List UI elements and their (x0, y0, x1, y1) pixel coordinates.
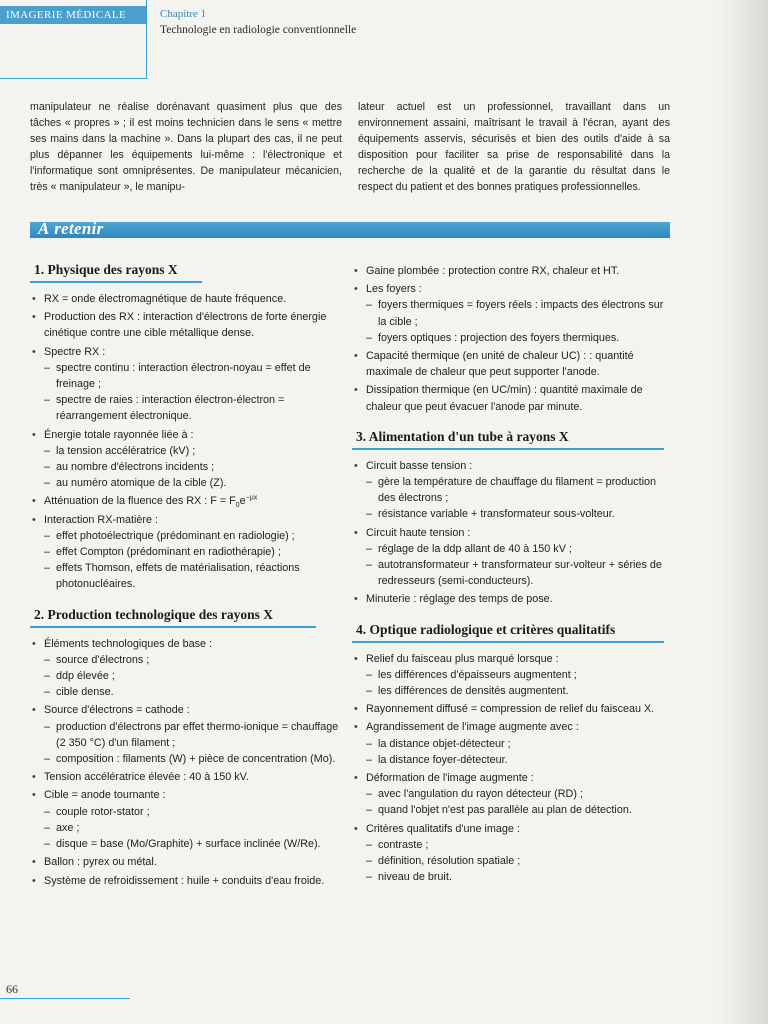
sub-list-item: – au numéro atomique de la cible (Z). (44, 475, 342, 491)
section2-list-continued (352, 263, 664, 415)
sub-list (366, 736, 664, 768)
sub-list-item: – résistance variable + transformateur sous-volteur. (366, 506, 664, 522)
sub-list (44, 652, 342, 701)
sub-list-item: – ddp élevée ; (44, 668, 342, 684)
sub-list-item: – source d'électrons ; (44, 652, 342, 668)
sub-list (44, 360, 342, 425)
formula-exp-base: e (239, 495, 246, 508)
list-item-label: Relief du faisceau plus marqué lorsque : (366, 652, 559, 665)
sub-list-item: – réglage de la ddp allant de 40 à 150 kV ; (366, 541, 664, 557)
left-column (30, 262, 342, 891)
formula-text: Atténuation de la fluence des RX : F = F (44, 495, 236, 508)
list-item-label: Source d'électrons = cathode : (44, 704, 190, 717)
list-item: • Gaine plombée : protection contre RX, chaleur et HT. (352, 263, 664, 279)
sub-list (366, 474, 664, 523)
sub-list-item: – couple rotor-stator ; (44, 804, 342, 820)
book-title-tag: IMAGERIE MÉDICALE (0, 6, 146, 24)
section3-list (352, 458, 664, 608)
list-item (352, 719, 664, 768)
sub-list-item: – les différences de densités augmentent. (366, 683, 664, 699)
list-item-label: Éléments technologiques de base : (44, 637, 213, 650)
intro-paragraph-right: lateur actuel est un professionnel, travaillant dans un environnement assaini, maîtrisant le travail à l'écran, ayant des équipements asservis, sécurisés et bien des outils d'aide à sa disposition pour faciliter sa prise de responsabilité dans la recherche de la qualité et de la garantie du résultat dans le respect du patient et des bonnes pratiques professionnelles. (358, 101, 670, 193)
list-item-label: Critères qualitatifs d'une image : (366, 822, 520, 835)
list-item: • Système de refroidissement : huile + conduits d'eau froide. (30, 873, 342, 889)
list-item-label: Interaction RX-matière : (44, 513, 159, 526)
sub-list-item: – contraste ; (366, 837, 664, 853)
section2-list (30, 636, 342, 889)
sub-list-item: – spectre continu : interaction électron-noyau = effet de freinage ; (44, 360, 342, 392)
sub-list-item: – disque = base (Mo/Graphite) + surface inclinée (W/Re). (44, 836, 342, 852)
list-item: • Rayonnement diffusé = compression de relief du faisceau X. (352, 701, 664, 717)
sub-list-item: – définition, résolution spatiale ; (366, 853, 664, 869)
sub-list-item: – la tension accélératrice (kV) ; (44, 443, 342, 459)
list-item: • Tension accélératrice élevée : 40 à 150 kV. (30, 769, 342, 785)
list-item: • Ballon : pyrex ou métal. (30, 854, 342, 870)
sub-list-item: – composition : filaments (W) + pièce de concentration (Mo). (44, 751, 342, 767)
list-item: • RX = onde électromagnétique de haute fréquence. (30, 291, 342, 307)
section-heading-production: 2. Production technologique des rayons X (30, 607, 316, 628)
section-heading-physique: 1. Physique des rayons X (30, 262, 202, 283)
sub-list-item: – effet Compton (prédominant en radiothérapie) ; (44, 544, 342, 560)
list-item: • Capacité thermique (en unité de chaleur UC) : : quantité maximale de chaleur que peut supporter l'anode. (352, 348, 664, 380)
sub-list-item: – foyers thermiques = foyers réels : impacts des électrons sur la cible ; (366, 297, 664, 329)
sub-list (366, 837, 664, 886)
formula-subscript: 0 (235, 502, 240, 510)
chapter-number: Chapitre 1 (160, 8, 207, 20)
sub-list (44, 528, 342, 593)
page-edge-shadow (716, 0, 768, 1024)
sub-list-item: – quand l'objet n'est pas parallèle au plan de détection. (366, 802, 664, 818)
sub-list (44, 804, 342, 853)
list-item: • Minuterie : réglage des temps de pose. (352, 591, 664, 607)
list-item: • Dissipation thermique (en UC/min) : quantité maximale de chaleur que peut évacuer l'anode par minute. (352, 382, 664, 414)
list-item (30, 427, 342, 492)
sub-list-item: – autotransformateur + transformateur sur-volteur + séries de redresseurs (semi-conducteurs). (366, 557, 664, 589)
list-item (352, 651, 664, 700)
list-item (30, 344, 342, 425)
sub-list (44, 443, 342, 492)
sub-list (366, 667, 664, 699)
list-item-label: Énergie totale rayonnée liée à : (44, 428, 194, 441)
sub-list-item: – production d'électrons par effet thermo-ionique = chauffage (2 350 °C) d'un filament ; (44, 719, 342, 751)
list-item-label: Spectre RX : (44, 345, 106, 358)
sub-list-item: – effet photoélectrique (prédominant en radiologie) ; (44, 528, 342, 544)
list-item (30, 787, 342, 852)
list-item (352, 458, 664, 523)
sub-list-item: – avec l'angulation du rayon détecteur (RD) ; (366, 786, 664, 802)
sub-list-item: – spectre de raies : interaction électron-électron = réarrangement électronique. (44, 392, 342, 424)
list-item-label: Les foyers : (366, 283, 422, 296)
retenir-title: À retenir (38, 219, 104, 238)
list-item-formula (30, 493, 342, 509)
list-item (30, 702, 342, 767)
sub-list-item: – effets Thomson, effets de matérialisation, réactions photonucléaires. (44, 560, 342, 592)
section4-list (352, 651, 664, 886)
section1-list (30, 291, 342, 593)
sub-list-item: – gère la température de chauffage du filament = production des électrons ; (366, 474, 664, 506)
intro-paragraph-left: manipulateur ne réalise dorénavant quasiment plus que des tâches « propres » ; il est moins technicien dans le sens « mettre ses mains dans la machine ». Dans la plupart des cas, il ne peut plus dépanner les équipements lui-même : l'électronique et l'informatique sont omniprésentes. De manipulateur mécanicien, très « manipulateur », le manipu- (30, 101, 342, 193)
list-item (352, 281, 664, 346)
list-item-label: Cible = anode tournante : (44, 789, 166, 802)
formula-superscript: −μx (245, 494, 258, 502)
list-item-label: Déformation de l'image augmente : (366, 772, 534, 785)
list-item-label: Circuit basse tension : (366, 459, 473, 472)
list-item (30, 512, 342, 593)
sub-list-item: – axe ; (44, 820, 342, 836)
retenir-banner (30, 222, 670, 238)
list-item (352, 770, 664, 819)
list-item (30, 636, 342, 701)
list-item-label: Circuit haute tension : (366, 526, 471, 539)
chapter-title: Technologie en radiologie conventionnelle (160, 24, 357, 36)
sub-list-item: – niveau de bruit. (366, 869, 664, 885)
list-item (352, 821, 664, 886)
sub-list-item: – les différences d'épaisseurs augmentent ; (366, 667, 664, 683)
sub-list (366, 541, 664, 590)
sub-list-item: – au nombre d'électrons incidents ; (44, 459, 342, 475)
page-number: 66 (6, 982, 18, 996)
list-item-label: Agrandissement de l'image augmente avec : (366, 721, 579, 734)
list-item: • Production des RX : interaction d'électrons de forte énergie cinétique contre une cible métallique dense. (30, 309, 342, 341)
sub-list (366, 297, 664, 346)
sub-list-item: – cible dense. (44, 684, 342, 700)
sub-list-item: – foyers optiques : projection des foyers thermiques. (366, 330, 664, 346)
footer-rule (0, 998, 130, 999)
sub-list-item: – la distance objet-détecteur ; (366, 736, 664, 752)
section-heading-optique: 4. Optique radiologique et critères qualitatifs (352, 622, 664, 643)
list-item (352, 525, 664, 590)
sub-list-item: – la distance foyer-détecteur. (366, 752, 664, 768)
section-heading-alimentation: 3. Alimentation d'un tube à rayons X (352, 429, 664, 450)
sub-list (366, 786, 664, 818)
right-column (352, 263, 664, 888)
sub-list (44, 719, 342, 768)
